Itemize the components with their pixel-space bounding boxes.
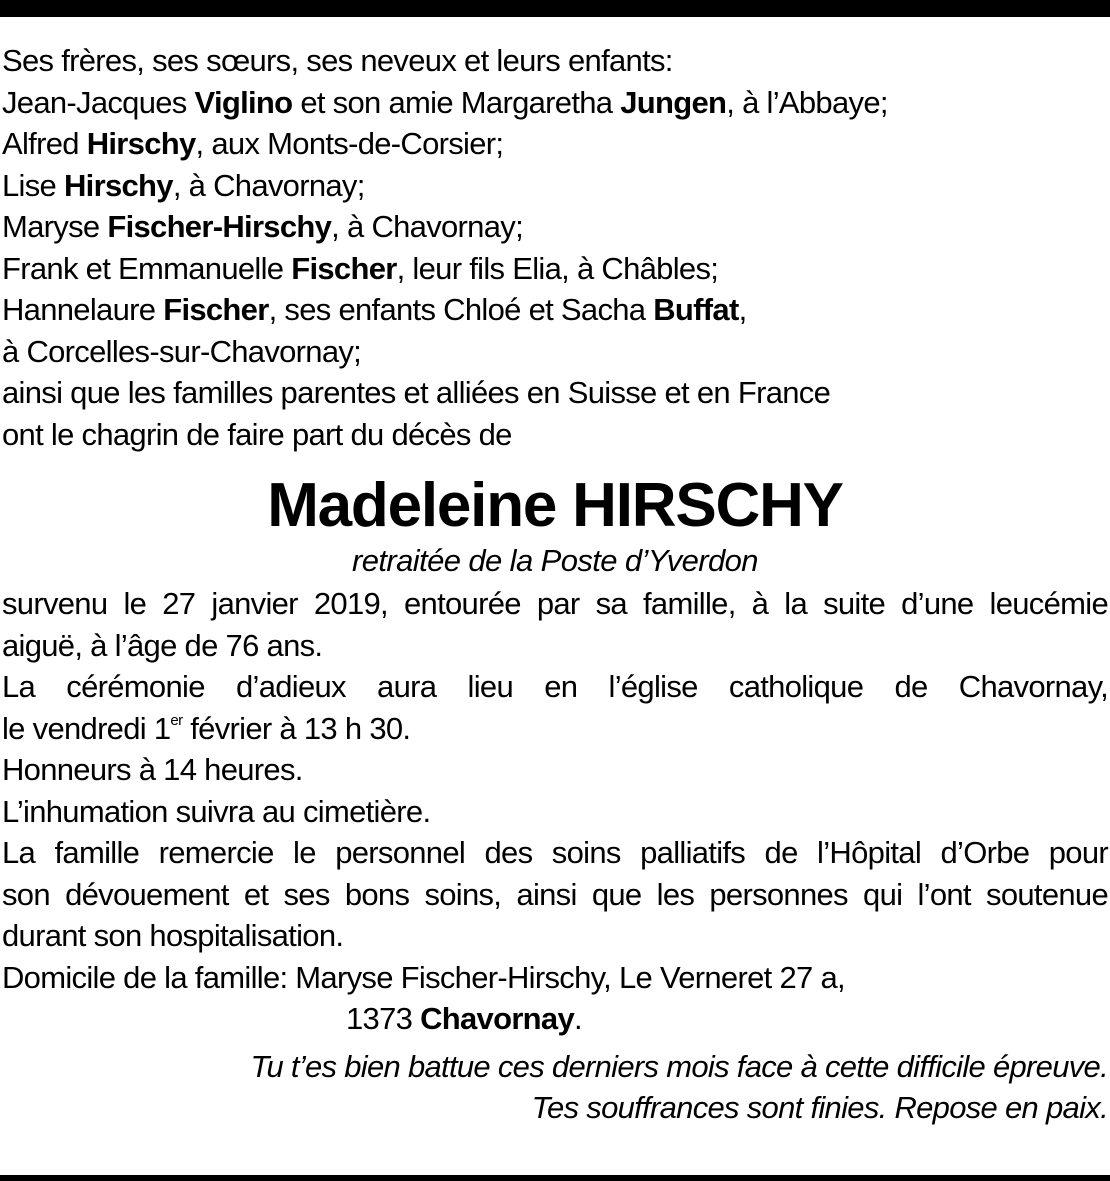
entry-prefix: Frank et Emmanuelle bbox=[2, 250, 292, 286]
entry-prefix: Maryse bbox=[2, 209, 108, 244]
closing-line-2: Tes souffrances sont finies. Repose en paix. bbox=[531, 1090, 1108, 1125]
family-entry-frank bbox=[2, 248, 1108, 290]
thanks-line-2: son dévouement et ses bons soins, ainsi que les personnes qui l’ont soutenue bbox=[2, 876, 1108, 912]
ceremony-line-2 bbox=[2, 708, 1108, 750]
family-entry-viglino bbox=[2, 82, 1108, 124]
entry-middle: et son amie Margaretha bbox=[292, 84, 621, 120]
entry-suffix: , à Chavornay; bbox=[172, 167, 365, 203]
death-details-line-2: aiguë, à l’âge de 76 ans. bbox=[2, 627, 323, 663]
thanks-line-3: durant son hospitalisation. bbox=[2, 918, 344, 953]
deceased-name: Madeleine HIRSCHY bbox=[267, 471, 843, 540]
honours-line: Honneurs à 14 heures. bbox=[2, 752, 303, 787]
entry-middle: , ses enfants Chloé et Sacha bbox=[268, 292, 654, 327]
bottom-rule bbox=[0, 1175, 1110, 1181]
entry-surname-2: Jungen bbox=[620, 84, 727, 120]
entry-surname: Viglino bbox=[194, 84, 293, 120]
domicile-address bbox=[2, 998, 1108, 1040]
families-line: ainsi que les familles parentes et alliées en Suisse et en France bbox=[2, 375, 831, 410]
entry-suffix: , à Chavornay; bbox=[331, 209, 523, 244]
entry-suffix: , aux Monts-de-Corsier; bbox=[195, 126, 504, 161]
obituary-notice bbox=[2, 40, 1108, 1129]
thanks-line-1: La famille remercie le personnel des soins palliatifs de l’Hôpital d’Orbe pour bbox=[2, 835, 1108, 870]
postcode: 1373 bbox=[346, 1001, 421, 1036]
entry-prefix: Hannelaure bbox=[2, 292, 164, 327]
top-rule bbox=[0, 0, 1110, 17]
entry-surname: Hirschy bbox=[86, 126, 196, 161]
ordinal-superscript: er bbox=[170, 711, 183, 729]
family-entry-lise bbox=[2, 165, 1108, 207]
town: Chavornay bbox=[420, 1001, 575, 1036]
family-intro: Ses frères, ses sœurs, ses neveux et leurs enfants: bbox=[2, 43, 673, 78]
ceremony-date-prefix: le vendredi 1 bbox=[2, 710, 171, 746]
entry-surname: Hirschy bbox=[63, 167, 173, 203]
death-details-line-1: survenu le 27 janvier 2019, entourée par sa famille, à la suite d’une leucémie bbox=[2, 586, 1108, 621]
entry-prefix: Alfred bbox=[2, 126, 87, 161]
family-entry-alfred bbox=[2, 123, 1108, 165]
family-entry-hannelaure-location: à Corcelles-sur-Chavornay; bbox=[2, 333, 362, 369]
closing-line-1: Tu t’es bien battue ces derniers mois face à cette difficile épreuve. bbox=[250, 1048, 1108, 1084]
town-period: . bbox=[574, 1001, 582, 1036]
entry-surname-2: Buffat bbox=[653, 292, 739, 327]
entry-suffix: , bbox=[738, 292, 747, 327]
entry-prefix: Jean-Jacques bbox=[2, 84, 195, 120]
domicile-line: Domicile de la famille: Maryse Fischer-Hirschy, Le Verneret 27 a, bbox=[2, 959, 845, 995]
entry-prefix: Lise bbox=[2, 167, 64, 203]
entry-surname: Fischer bbox=[163, 292, 269, 327]
burial-line: L’inhumation suivra au cimetière. bbox=[2, 793, 431, 829]
deceased-title: retraitée de la Poste d’Yverdon bbox=[352, 543, 758, 578]
family-entry-maryse bbox=[2, 206, 1108, 248]
entry-suffix: , leur fils Elia, à Châbles; bbox=[396, 250, 719, 286]
entry-surname: Fischer bbox=[291, 250, 397, 286]
ceremony-date-suffix: février à 13 h 30. bbox=[182, 710, 411, 746]
entry-surname: Fischer-Hirschy bbox=[107, 209, 332, 244]
family-entry-hannelaure bbox=[2, 289, 1108, 331]
ceremony-line-1: La cérémonie d’adieux aura lieu en l’église catholique de Chavornay, bbox=[2, 669, 1108, 704]
announce-line: ont le chagrin de faire part du décès de bbox=[2, 416, 512, 452]
entry-suffix: , à l’Abbaye; bbox=[726, 84, 888, 120]
